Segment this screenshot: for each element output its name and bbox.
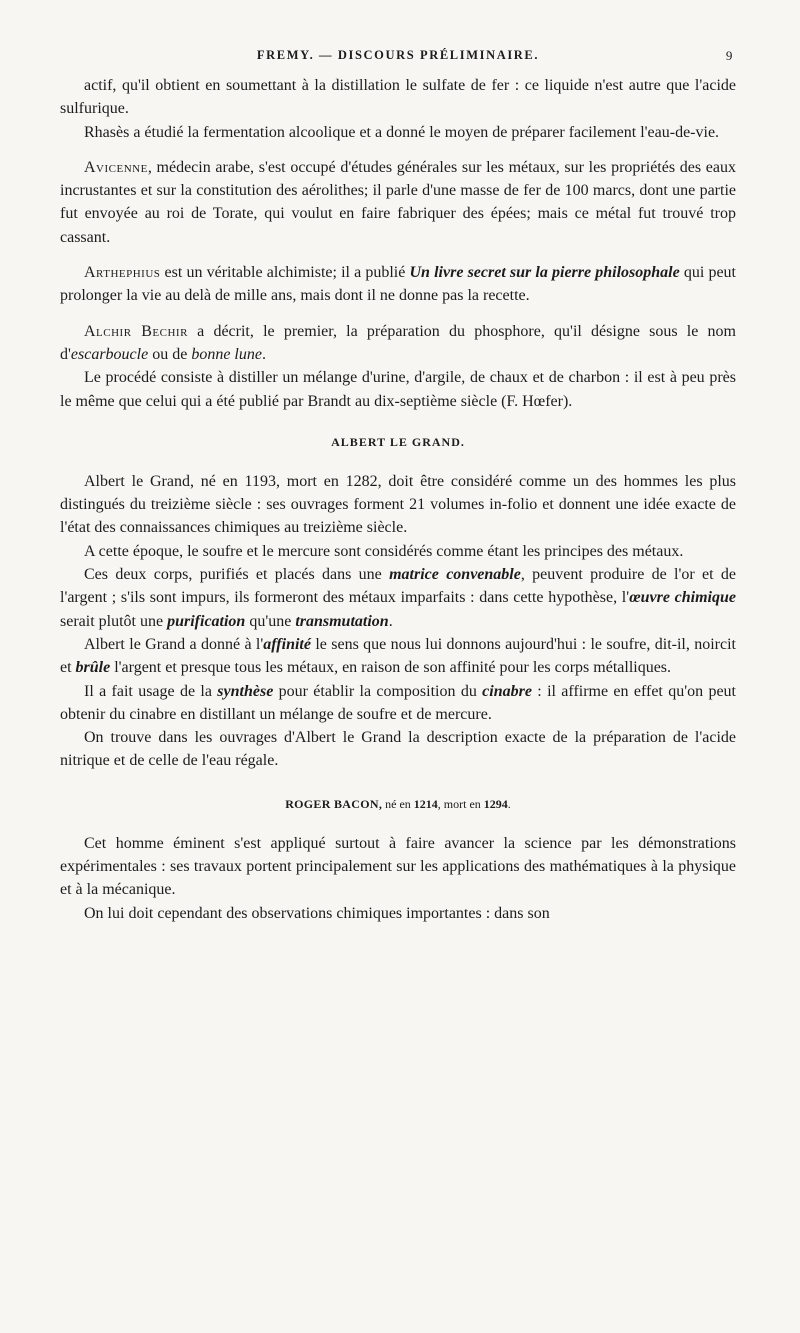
- section-heading-roger-bacon: ROGER BACON, né en 1214, mort en 1294.: [285, 796, 511, 811]
- running-title: FREMY. — DISCOURS PRÉLIMINAIRE.: [256, 48, 540, 62]
- paragraph-deux-corps: Ces deux corps, purifiés et placés dans une matrice convenable, peuvent produire de l'or et de l'argent ; s'ils sont impurs, ils formeront des métaux imparfaits : dans cette hypothèse, l'œuvre chimique serait plutôt une purification qu'une transmutation.: [60, 566, 737, 630]
- paragraph-acide-nitrique: On trouve dans les ouvrages d'Albert le Grand la description exacte de la préparation de l'acide nitrique et de celle de l'eau régale.: [60, 729, 736, 770]
- running-header: [60, 48, 736, 74]
- name-avicenne: Avicenne: [84, 158, 148, 176]
- section-heading-albert: ALBERT LE GRAND.: [331, 434, 465, 449]
- paragraph-albert-intro: Albert le Grand, né en 1193, mort en 1282, doit être considéré comme un des hommes les plus distingués du treizième siècle : ses ouvrages forment 21 volumes in-folio et donnent une idée exacte de l'état des connaissances chimiques au treizième siècle.: [60, 472, 736, 537]
- paragraph-epoque: A cette époque, le soufre et le mercure sont considérés comme étant les principes des métaux.: [84, 542, 684, 560]
- name-arthephius: Arthephius: [84, 264, 161, 282]
- paragraph-rhases: Rhasès a étudié la fermentation alcoolique et a donné le moyen de préparer facilement l'eau-de-vie.: [84, 123, 720, 141]
- paragraph-observations: On lui doit cependant des observations chimiques importantes : dans son: [84, 904, 550, 922]
- paragraph-homme-eminent: Cet homme éminent s'est appliqué surtout à faire avancer la science par les démonstrations expérimentales : ses travaux portent principalement sur les applications des mathématiques à la physique et à la mécanique.: [60, 834, 736, 899]
- paragraph-alchir-bechir: Alchir Bechir a décrit, le premier, la préparation du phosphore, qu'il désigne sous le nom d'escarboucle ou de bonne lune.: [60, 322, 736, 363]
- paragraph-sulfuric-acid: actif, qu'il obtient en soumettant à la distillation le sulfate de fer : ce liquide n'est autre que l'acide sulfurique.: [60, 77, 736, 118]
- paragraph-avicenne: Avicenne, médecin arabe, s'est occupé d'études générales sur les métaux, sur les propriétés des eaux incrustantes et sur la constitution des aérolithes; il parle d'une masse de fer de 100 marcs, dont une partie fut envoyée au roi de Torate, qui voulut en faire fabriquer des épées; mais ce métal fut trouvé trop cassant.: [60, 158, 736, 246]
- paragraph-arthephius: Arthephius est un véritable alchimiste; il a publié Un livre secret sur la pierre philosophale qui peut prolonger la vie au delà de mille ans, mais dont il ne donne pas la recette.: [60, 264, 736, 305]
- name-alchir-bechir: Alchir Bechir: [84, 322, 188, 340]
- paragraph-synthese: Il a fait usage de la synthèse pour établir la composition du cinabre : il affirme en effet qu'on peut obtenir du cinabre en distillant un mélange de soufre et de mercure.: [60, 682, 736, 723]
- paragraph-procede: Le procédé consiste à distiller un mélange d'urine, d'argile, de chaux et de charbon : il est à peu près le même que celui qui a été publié par Brandt au dix-septième siècle (F. Hœfer).: [60, 369, 736, 410]
- paragraph-affinite: Albert le Grand a donné à l'affinité le sens que nous lui donnons aujourd'hui : le soufre, dit-il, noircit et brûle l'argent et presque tous les métaux, en raison de son affinité pour les corps métalliques.: [60, 635, 736, 677]
- page-number: 9: [725, 48, 734, 63]
- book-title: Un livre secret sur la pierre philosophale: [409, 264, 680, 282]
